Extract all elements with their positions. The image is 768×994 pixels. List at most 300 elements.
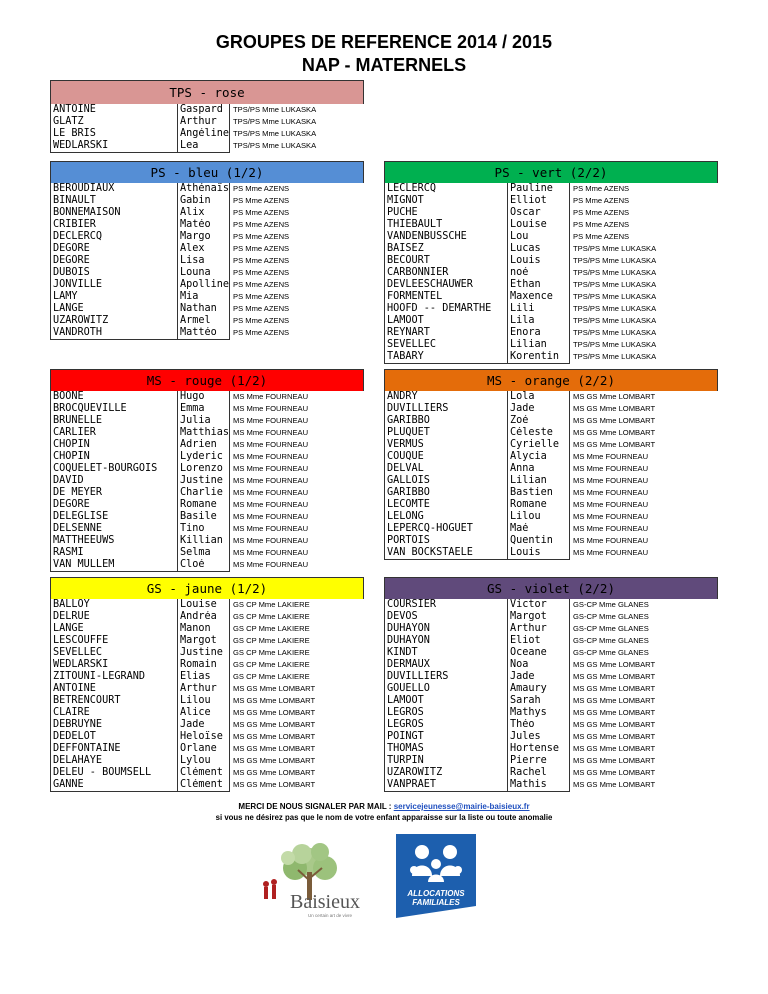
student-class: MS Mme FOURNEAU [233, 440, 309, 449]
student-surname: REYNART [387, 327, 430, 338]
student-class: MS GS Mme LOMBART [573, 780, 656, 789]
student-class: GS CP Mme LAKIERE [233, 612, 310, 621]
student-class: PS Mme AZENS [233, 328, 290, 337]
student-surname: BONNEMAISON [53, 207, 121, 218]
student-class: PS Mme AZENS [573, 196, 630, 205]
student-firstname: Apolline [180, 279, 229, 290]
caf-name-line1: ALLOCATIONS [407, 889, 465, 898]
baisieux-name: Baisieux [290, 891, 360, 913]
student-surname: LEGROS [387, 719, 424, 730]
student-surname: DELEGLISE [53, 511, 109, 522]
student-class: GS-CP Mme GLANES [573, 600, 649, 609]
student-firstname: Céleste [510, 427, 553, 438]
student-class: PS Mme AZENS [233, 280, 290, 289]
group-title: GS - jaune (1/2) [50, 577, 364, 599]
student-surname: COQUELET-BOURGOIS [53, 463, 158, 474]
student-firstname: Louna [180, 267, 211, 278]
student-class: MS Mme FOURNEAU [233, 416, 309, 425]
student-surname: LANGE [53, 623, 84, 634]
student-class: MS GS Mme LOMBART [573, 392, 656, 401]
student-class: MS GS Mme LOMBART [573, 708, 656, 717]
student-class: PS Mme AZENS [573, 184, 630, 193]
student-surname: LAMY [53, 291, 78, 302]
surname-column [50, 104, 178, 153]
student-firstname: Jules [510, 731, 541, 742]
class-column [230, 104, 364, 153]
student-firstname: Lyderic [180, 451, 223, 462]
student-surname: GANNE [53, 779, 84, 790]
student-surname: VERMUS [387, 439, 424, 450]
student-firstname: Gaspard [180, 104, 223, 115]
student-surname: DERMAUX [387, 659, 430, 670]
student-firstname: Louis [510, 255, 541, 266]
student-surname: DEVOS [387, 611, 418, 622]
student-class: MS GS Mme LOMBART [233, 768, 316, 777]
student-class: MS Mme FOURNEAU [573, 536, 649, 545]
student-firstname: Romain [180, 659, 217, 670]
student-surname: TURPIN [387, 755, 424, 766]
student-surname: CARLIER [53, 427, 96, 438]
student-class: GS-CP Mme GLANES [573, 624, 649, 633]
student-class: MS GS Mme LOMBART [233, 720, 316, 729]
student-class: TPS/PS Mme LUKASKA [573, 328, 657, 337]
student-firstname: Hortense [510, 743, 560, 754]
student-surname: VAN MULLEM [53, 559, 115, 570]
student-surname: DEDELOT [53, 731, 96, 742]
class-column [230, 599, 364, 792]
firstname-column [178, 391, 230, 572]
student-firstname: Selma [180, 547, 211, 558]
student-class: PS Mme AZENS [233, 196, 290, 205]
student-surname: BALLOY [53, 599, 90, 610]
student-surname: GARIBBO [387, 415, 430, 426]
caf-name-line2: FAMILIALES [412, 898, 460, 907]
student-firstname: Cyrielle [510, 439, 560, 450]
student-firstname: Maé [510, 523, 529, 534]
student-surname: DE MEYER [53, 487, 103, 498]
student-firstname: Matéo [180, 219, 211, 230]
student-class: MS Mme FOURNEAU [233, 500, 309, 509]
student-surname: GLATZ [53, 116, 84, 127]
student-class: PS Mme AZENS [233, 292, 290, 301]
student-class: TPS/PS Mme LUKASKA [573, 304, 657, 313]
student-surname: BETRENCOURT [53, 695, 121, 706]
student-surname: CARBONNIER [387, 267, 449, 278]
student-firstname: Emma [180, 403, 205, 414]
student-class: PS Mme AZENS [233, 316, 290, 325]
group-title: PS - bleu (1/2) [50, 161, 364, 183]
student-surname: WEDLARSKI [53, 659, 109, 670]
student-class: MS GS Mme LOMBART [573, 440, 656, 449]
student-surname: VANPRAET [387, 779, 437, 790]
student-class: MS GS Mme LOMBART [573, 416, 656, 425]
student-class: MS GS Mme LOMBART [573, 404, 656, 413]
student-firstname: Mathis [510, 779, 547, 790]
student-firstname: Arthur [510, 623, 547, 634]
student-firstname: Lilian [510, 475, 547, 486]
student-firstname: noé [510, 267, 529, 278]
student-class: MS Mme FOURNEAU [573, 488, 649, 497]
student-class: MS GS Mme LOMBART [233, 708, 316, 717]
student-firstname: Louise [180, 599, 217, 610]
student-class: MS GS Mme LOMBART [233, 696, 316, 705]
student-surname: BAISEZ [387, 243, 424, 254]
student-surname: LAMOOT [387, 695, 424, 706]
student-class: MS GS Mme LOMBART [233, 756, 316, 765]
student-surname: GALLOIS [387, 475, 430, 486]
student-surname: BECOURT [387, 255, 430, 266]
student-surname: DELRUE [53, 611, 90, 622]
student-class: GS CP Mme LAKIERE [233, 672, 310, 681]
student-surname: ANTOINE [53, 683, 96, 694]
student-surname: COURSIER [387, 599, 437, 610]
class-column [230, 391, 364, 572]
student-firstname: Margo [180, 231, 211, 242]
firstname-column [508, 391, 570, 560]
student-firstname: Adrien [180, 439, 217, 450]
student-firstname: Pierre [510, 755, 547, 766]
student-surname: VAN BOCKSTAELE [387, 547, 473, 558]
student-surname: TABARY [387, 351, 424, 362]
caf-logo [388, 828, 484, 924]
student-class: TPS/PS Mme LUKASKA [573, 352, 657, 361]
student-class: MS Mme FOURNEAU [233, 428, 309, 437]
student-class: GS CP Mme LAKIERE [233, 624, 310, 633]
student-class: PS Mme AZENS [233, 232, 290, 241]
student-surname: CRIBIER [53, 219, 96, 230]
student-class: TPS/PS Mme LUKASKA [573, 316, 657, 325]
student-class: MS GS Mme LOMBART [573, 428, 656, 437]
student-firstname: Alycia [510, 451, 547, 462]
student-surname: DAVID [53, 475, 84, 486]
student-surname: COUQUE [387, 451, 424, 462]
student-firstname: Eliot [510, 635, 541, 646]
student-surname: DUBOIS [53, 267, 90, 278]
student-firstname: Clément [180, 779, 223, 790]
student-firstname: Lou [510, 231, 529, 242]
student-firstname: Pauline [510, 183, 553, 194]
student-surname: BEROUDIAUX [53, 183, 115, 194]
student-class: MS Mme FOURNEAU [233, 452, 309, 461]
student-class: MS Mme FOURNEAU [573, 500, 649, 509]
student-firstname: Louis [510, 547, 541, 558]
student-firstname: Mia [180, 291, 199, 302]
student-firstname: Mathys [510, 707, 547, 718]
student-class: MS Mme FOURNEAU [233, 488, 309, 497]
student-firstname: Zoé [510, 415, 529, 426]
class-column [230, 183, 364, 340]
student-firstname: Rachel [510, 767, 547, 778]
student-surname: JONVILLE [53, 279, 103, 290]
student-surname: CHOPIN [53, 439, 90, 450]
student-firstname: Lola [510, 391, 535, 402]
group-title: PS - vert (2/2) [384, 161, 718, 183]
student-firstname: Noa [510, 659, 529, 670]
student-class: PS Mme AZENS [233, 304, 290, 313]
class-column [570, 391, 718, 560]
student-surname: LANGE [53, 303, 84, 314]
student-surname: FORMENTEL [387, 291, 443, 302]
student-class: MS GS Mme LOMBART [573, 672, 656, 681]
student-class: MS GS Mme LOMBART [573, 732, 656, 741]
student-firstname: Margot [180, 635, 217, 646]
student-firstname: Victor [510, 599, 547, 610]
student-surname: LAMOOT [387, 315, 424, 326]
student-class: MS Mme FOURNEAU [233, 476, 309, 485]
student-firstname: Andréa [180, 611, 217, 622]
student-class: MS GS Mme LOMBART [233, 732, 316, 741]
student-surname: KINDT [387, 647, 418, 658]
student-firstname: Mattéo [180, 327, 217, 338]
page-title: GROUPES DE REFERENCE 2014 / 2015 [215, 32, 553, 52]
student-firstname: Lilian [510, 339, 547, 350]
student-class: PS Mme AZENS [233, 208, 290, 217]
student-class: GS CP Mme LAKIERE [233, 660, 310, 669]
student-firstname: Lea [180, 140, 199, 151]
student-firstname: Heloïse [180, 731, 223, 742]
student-firstname: Angéline [180, 128, 229, 139]
surname-column [50, 599, 178, 792]
student-surname: HOOFD -- DEMARTHE [387, 303, 492, 314]
student-surname: THIEBAULT [387, 219, 443, 230]
student-surname: DEFFONTAINE [53, 743, 121, 754]
firstname-column [508, 183, 570, 364]
surname-column [384, 391, 508, 560]
student-surname: VANDROTH [53, 327, 103, 338]
student-firstname: Oscar [510, 207, 541, 218]
surname-column [50, 391, 178, 572]
student-class: MS GS Mme LOMBART [233, 744, 316, 753]
student-firstname: Killian [180, 535, 223, 546]
student-surname: DEVLEESCHAUWER [387, 279, 473, 290]
group-ps-bleu [50, 161, 364, 340]
student-class: TPS/PS Mme LUKASKA [573, 292, 657, 301]
student-surname: LELONG [387, 511, 424, 522]
student-class: PS Mme AZENS [233, 244, 290, 253]
student-surname: DECLERCQ [53, 231, 103, 242]
group-tps-rose [50, 80, 364, 153]
student-class: GS CP Mme LAKIERE [233, 648, 310, 657]
student-firstname: Théo [510, 719, 535, 730]
student-firstname: Lila [510, 315, 535, 326]
student-firstname: Ethan [510, 279, 541, 290]
student-class: MS GS Mme LOMBART [573, 660, 656, 669]
student-surname: DUVILLIERS [387, 403, 449, 414]
student-surname: WEDLARSKI [53, 140, 109, 151]
student-surname: RASMI [53, 547, 84, 558]
student-class: MS Mme FOURNEAU [233, 392, 309, 401]
student-firstname: Lisa [180, 255, 205, 266]
student-firstname: Cloé [180, 559, 205, 570]
student-firstname: Jade [510, 671, 535, 682]
firstname-column [178, 104, 230, 153]
student-surname: BOONE [53, 391, 84, 402]
student-class: MS Mme FOURNEAU [233, 512, 309, 521]
student-surname: LEGROS [387, 707, 424, 718]
group-title: TPS - rose [50, 80, 364, 104]
student-surname: MATTHEEUWS [53, 535, 115, 546]
student-firstname: Jade [510, 403, 535, 414]
student-firstname: Enora [510, 327, 541, 338]
group-title: GS - violet (2/2) [384, 577, 718, 599]
student-surname: BINAULT [53, 195, 96, 206]
student-class: MS Mme FOURNEAU [573, 548, 649, 557]
firstname-column [178, 599, 230, 792]
student-firstname: Elias [180, 671, 211, 682]
student-firstname: Justine [180, 647, 223, 658]
footer-notice [0, 802, 768, 811]
student-surname: DEGORE [53, 255, 90, 266]
class-column [570, 599, 718, 792]
student-class: GS CP Mme LAKIERE [233, 600, 310, 609]
student-firstname: Elliot [510, 195, 547, 206]
footer-notice-detail: si vous ne désirez pas que le nom de votre enfant apparaisse sur la liste ou toute anomalie [215, 813, 553, 822]
student-class: TPS/PS Mme LUKASKA [233, 105, 317, 114]
student-class: PS Mme AZENS [233, 268, 290, 277]
student-firstname: Arthur [180, 116, 217, 127]
student-firstname: Lili [510, 303, 535, 314]
student-surname: GARIBBO [387, 487, 430, 498]
student-firstname: Jade [180, 719, 205, 730]
student-firstname: Clément [180, 767, 223, 778]
student-firstname: Athénaïs [180, 183, 229, 194]
student-surname: DUVILLIERS [387, 671, 449, 682]
student-class: MS Mme FOURNEAU [573, 476, 649, 485]
student-class: TPS/PS Mme LUKASKA [573, 268, 657, 277]
student-surname: UZAROWITZ [53, 315, 109, 326]
student-surname: DELEU - BOUMSELL [53, 767, 152, 778]
student-surname: CLAIRE [53, 707, 90, 718]
student-class: TPS/PS Mme LUKASKA [573, 256, 657, 265]
student-surname: LECLERCQ [387, 183, 437, 194]
group-title: MS - rouge (1/2) [50, 369, 364, 391]
student-surname: DEGORE [53, 499, 90, 510]
student-firstname: Tino [180, 523, 205, 534]
student-surname: DUHAYON [387, 623, 430, 634]
student-firstname: Justine [180, 475, 223, 486]
student-surname: LE BRIS [53, 128, 96, 139]
student-firstname: Alex [180, 243, 205, 254]
student-surname: BRUNELLE [53, 415, 103, 426]
footer-notice-prefix: MERCI DE NOUS SIGNALER PAR MAIL : [238, 802, 394, 811]
student-class: TPS/PS Mme LUKASKA [233, 129, 317, 138]
student-surname: DELVAL [387, 463, 424, 474]
student-class: TPS/PS Mme LUKASKA [573, 280, 657, 289]
student-surname: DUHAYON [387, 635, 430, 646]
student-firstname: Maxence [510, 291, 553, 302]
student-class: MS GS Mme LOMBART [573, 684, 656, 693]
student-firstname: Louise [510, 219, 547, 230]
student-class: MS Mme FOURNEAU [233, 560, 309, 569]
student-class: MS Mme FOURNEAU [573, 524, 649, 533]
student-class: MS Mme FOURNEAU [573, 452, 649, 461]
student-firstname: Arthur [180, 683, 217, 694]
student-surname: PORTOIS [387, 535, 430, 546]
class-column [570, 183, 718, 364]
student-surname: DELAHAYE [53, 755, 103, 766]
student-firstname: Lilou [510, 511, 541, 522]
group-gs-jaune [50, 577, 364, 792]
group-ps-vert [384, 161, 718, 364]
student-class: PS Mme AZENS [233, 184, 290, 193]
student-firstname: Korentin [510, 351, 560, 362]
student-class: MS GS Mme LOMBART [233, 780, 316, 789]
contact-email-link[interactable]: servicejeunesse@mairie-baisieux.fr [393, 802, 530, 811]
student-firstname: Lorenzo [180, 463, 223, 474]
baisieux-tagline: Un certain art de vivre [308, 913, 353, 918]
student-class: TPS/PS Mme LUKASKA [233, 117, 317, 126]
student-surname: DEGORE [53, 243, 90, 254]
student-firstname: Gabin [180, 195, 211, 206]
student-firstname: Sarah [510, 695, 541, 706]
student-class: PS Mme AZENS [233, 256, 290, 265]
student-surname: LECOMTE [387, 499, 430, 510]
student-firstname: Charlie [180, 487, 223, 498]
student-firstname: Manon [180, 623, 211, 634]
student-class: TPS/PS Mme LUKASKA [573, 244, 657, 253]
student-class: PS Mme AZENS [233, 220, 290, 229]
student-surname: PLUQUET [387, 427, 430, 438]
student-surname: THOMAS [387, 743, 424, 754]
student-surname: CHOPIN [53, 451, 90, 462]
student-firstname: Julia [180, 415, 211, 426]
student-firstname: Basile [180, 511, 217, 522]
student-firstname: Lilou [180, 695, 211, 706]
student-firstname: Bastien [510, 487, 553, 498]
student-class: PS Mme AZENS [573, 232, 630, 241]
page-subtitle: NAP - MATERNELS [301, 55, 467, 75]
student-surname: MIGNOT [387, 195, 424, 206]
student-surname: PUCHE [387, 207, 418, 218]
student-class: MS GS Mme LOMBART [573, 756, 656, 765]
student-class: MS GS Mme LOMBART [573, 768, 656, 777]
surname-column [384, 599, 508, 792]
student-class: MS Mme FOURNEAU [233, 536, 309, 545]
student-surname: LESCOUFFE [53, 635, 109, 646]
student-class: MS Mme FOURNEAU [233, 464, 309, 473]
student-class: MS Mme FOURNEAU [573, 512, 649, 521]
firstname-column [178, 183, 230, 340]
student-surname: VANDENBUSSCHE [387, 231, 467, 242]
student-firstname: Hugo [180, 391, 205, 402]
student-class: GS-CP Mme GLANES [573, 648, 649, 657]
student-firstname: Alix [180, 207, 205, 218]
student-surname: POINGT [387, 731, 424, 742]
group-gs-violet [384, 577, 718, 792]
student-surname: DEBRUYNE [53, 719, 103, 730]
student-firstname: Alice [180, 707, 211, 718]
student-surname: GOUELLO [387, 683, 430, 694]
children-figures-icon [263, 879, 277, 899]
student-firstname: Quentin [510, 535, 553, 546]
student-surname: SEVELLEC [387, 339, 437, 350]
student-surname: ZITOUNI-LEGRAND [53, 671, 146, 682]
surname-column [384, 183, 508, 364]
student-firstname: Margot [510, 611, 547, 622]
student-surname: BROCQUEVILLE [53, 403, 127, 414]
student-firstname: Matthias [180, 427, 229, 438]
student-class: MS GS Mme LOMBART [233, 684, 316, 693]
student-class: MS GS Mme LOMBART [573, 696, 656, 705]
student-firstname: Romane [180, 499, 217, 510]
student-firstname: Romane [510, 499, 547, 510]
student-surname: DELSENNE [53, 523, 103, 534]
student-class: PS Mme AZENS [573, 208, 630, 217]
group-ms-orange [384, 369, 718, 560]
student-firstname: Nathan [180, 303, 217, 314]
student-firstname: Orlane [180, 743, 217, 754]
student-class: MS Mme FOURNEAU [233, 548, 309, 557]
